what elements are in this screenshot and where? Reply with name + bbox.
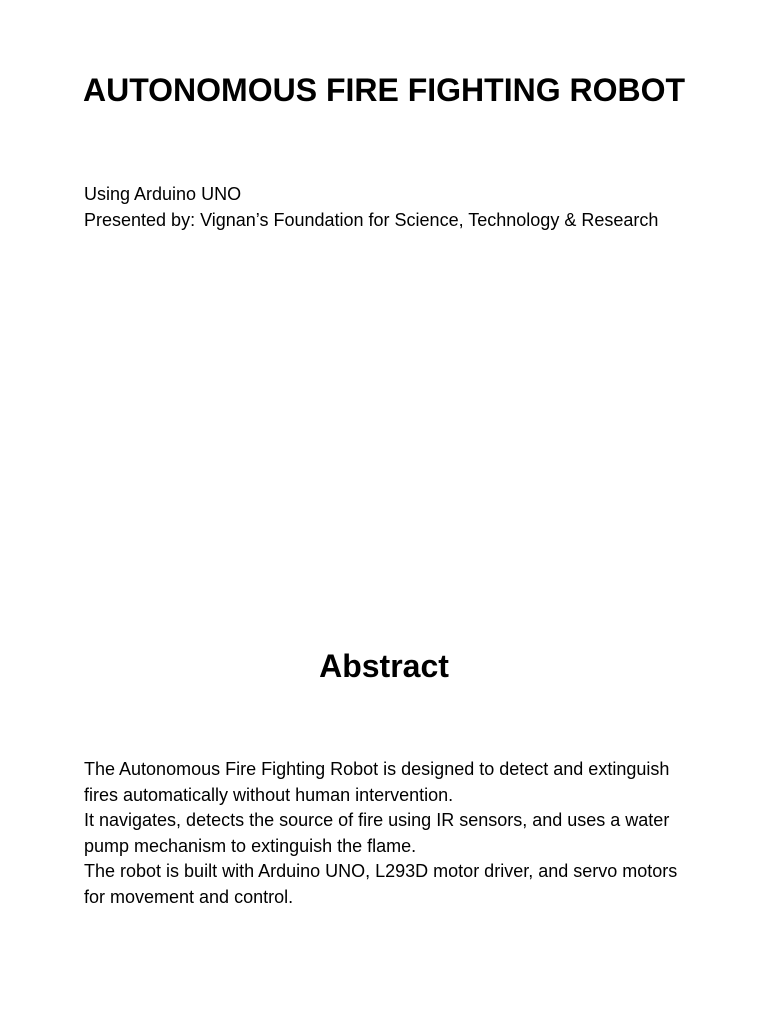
abstract-paragraph: The robot is built with Arduino UNO, L293D motor driver, and servo motors for movement and control. <box>84 861 678 907</box>
abstract-body <box>84 757 684 911</box>
subtitle-line: Using Arduino UNO <box>84 184 242 204</box>
abstract-paragraph: The Autonomous Fire Fighting Robot is designed to detect and extinguish fires automatically without human intervention. <box>84 759 670 805</box>
abstract-heading: Abstract <box>319 648 449 684</box>
abstract-paragraph: It navigates, detects the source of fire using IR sensors, and uses a water pump mechanism to extinguish the flame. <box>84 810 670 856</box>
page-title: AUTONOMOUS FIRE FIGHTING ROBOT <box>82 72 686 108</box>
subtitle-block <box>84 181 684 233</box>
presenter-line: Presented by: Vignan’s Foundation for Science, Technology & Research <box>84 210 659 230</box>
